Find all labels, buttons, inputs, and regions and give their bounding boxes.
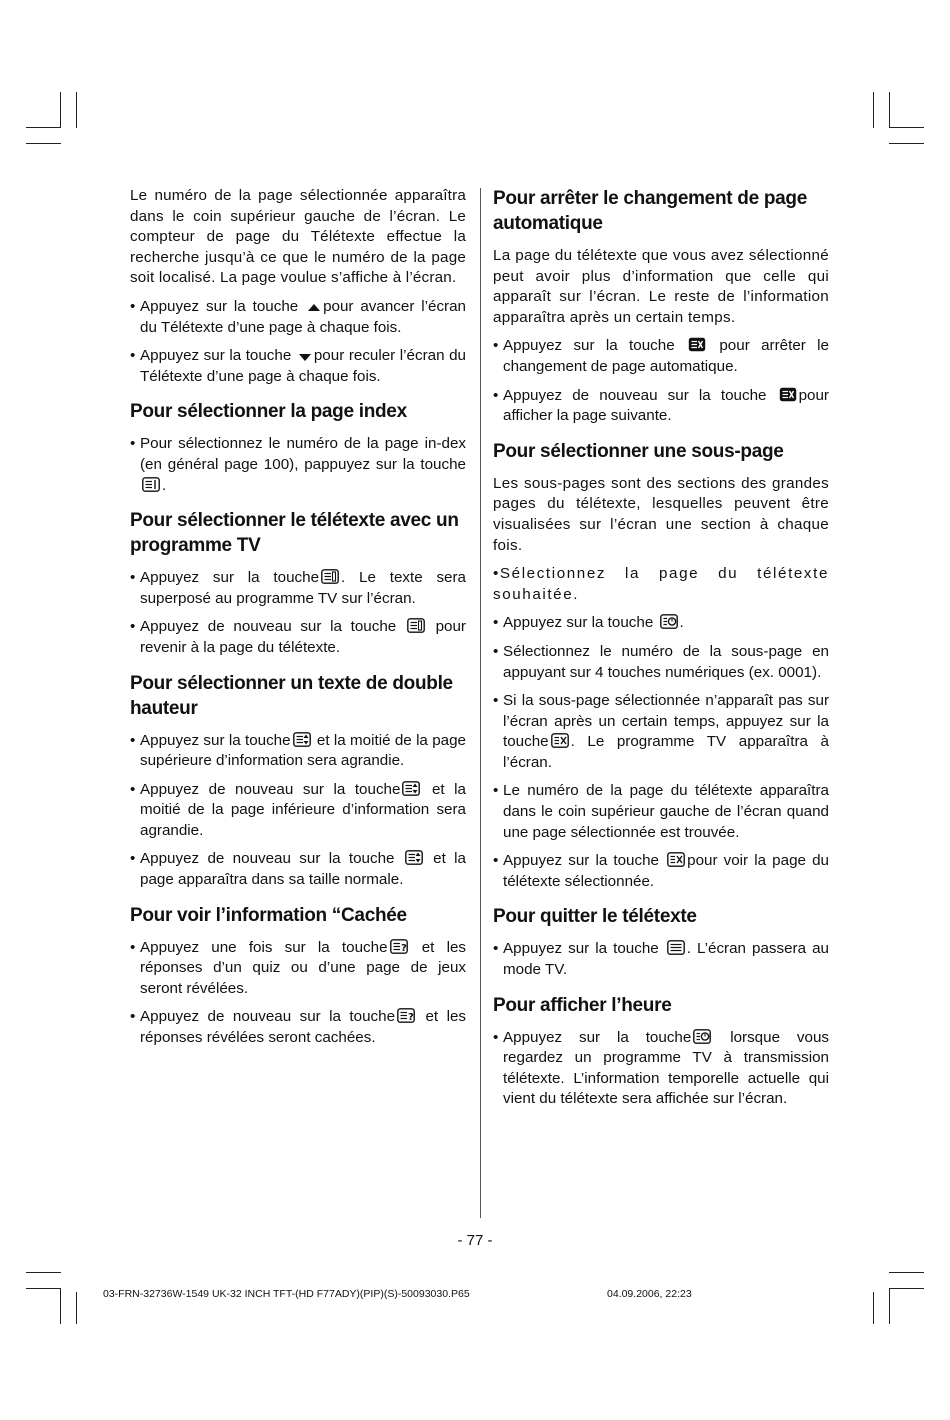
bullet: • (130, 1008, 136, 1026)
item-text: . (679, 614, 684, 632)
list-item (493, 386, 829, 427)
intro-list (130, 297, 466, 387)
arrow-down-icon (298, 352, 312, 362)
crop-mark (873, 1292, 874, 1324)
item-text: pour avancer l’écran du Télétexte d’une page à chaque fois. (140, 297, 466, 336)
crop-mark (889, 127, 924, 128)
bullet: • (130, 347, 136, 365)
item-text: Si la sous-page sélectionnée n’apparaît pas sur l’écran après un certain temps, appuyez sur la touche (503, 692, 829, 751)
bullet: • (493, 337, 499, 355)
list-item (493, 1028, 829, 1110)
bullet: • (130, 850, 136, 868)
item-text: Appuyez sur la touche (503, 940, 665, 958)
crop-mark (873, 92, 874, 128)
section-heading: Pour sélectionner la page index (130, 401, 407, 423)
crop-mark (889, 92, 890, 128)
list-item (130, 938, 466, 1000)
item-text: Appuyez sur la touche (140, 297, 306, 315)
list-item (130, 849, 466, 890)
item-text: Appuyez sur la touche (503, 852, 666, 870)
item-text: Appuyez sur la touche (140, 569, 320, 587)
list-item (130, 617, 466, 658)
bullet: • (130, 938, 136, 956)
item-text: Appuyez de nouveau sur la touche (140, 618, 405, 636)
item-text: . Le programme TV apparaîtra à l’écran. (503, 733, 829, 771)
svg-text:?: ? (400, 942, 407, 954)
reveal-key-icon (397, 1008, 415, 1023)
section-list (493, 336, 829, 426)
section-paragraph: La page du télétexte que vous avez sélectionné peut avoir plus d’information que celle qui apparaît sur l’écran. Le reste de l’information apparaîtra après un certain temps. (493, 247, 829, 326)
section-list (130, 731, 466, 891)
reveal-key-icon (390, 939, 408, 954)
subpage-key-icon (693, 1029, 711, 1044)
item-text: pour reculer l’écran du Télétexte d’une page à chaque fois. (140, 347, 466, 385)
list-item (130, 1007, 466, 1048)
bullet: • (493, 692, 499, 710)
section-heading: Pour sélectionner une sous-page (493, 440, 784, 462)
item-text: Le numéro de la page du télétexte apparaîtra dans le coin supérieur gauche de l’écran quand une page sélectionnée est trouvée. (503, 782, 829, 841)
bullet: • (493, 940, 499, 958)
list-item (130, 346, 466, 387)
item-text: lorsque vous regardez un programme TV à transmission télétexte. L’information temporelle actuelle qui vient du télétexte sera affichée sur l’écran. (503, 1028, 829, 1108)
hold-key-icon (688, 337, 706, 352)
crop-mark (26, 143, 61, 144)
item-text: et la page apparaîtra dans sa taille normale. (140, 850, 466, 889)
hold-key-icon (779, 387, 797, 402)
section-paragraph: •Sélectionnez la page du télétexte souhaitée. (493, 565, 829, 603)
section-list (493, 939, 829, 980)
bullet: • (493, 782, 499, 800)
bullet: • (493, 386, 499, 404)
bullet: • (130, 435, 136, 453)
list-item (493, 851, 829, 892)
section-heading: Pour sélectionner le télétexte avec un programme TV (130, 510, 459, 557)
column-divider (480, 188, 481, 1218)
left-sections (130, 399, 466, 1048)
item-text: Appuyez sur la touche (503, 337, 687, 355)
bullet: • (493, 614, 499, 632)
item-text: pour afficher la page suivante. (503, 386, 829, 425)
list-item (130, 434, 466, 496)
section-list (130, 434, 466, 496)
right-column (493, 186, 829, 1118)
item-text: . (162, 476, 167, 494)
item-text: pour voir la page du télétexte sélectionnée. (503, 852, 829, 890)
item-text: pour revenir à la page du télétexte. (140, 618, 466, 656)
section-heading: Pour quitter le télétexte (493, 906, 697, 928)
bullet: • (130, 780, 136, 798)
section-list (130, 938, 466, 1049)
crop-mark (26, 1272, 61, 1273)
index-key-icon (142, 477, 160, 492)
mix-key-icon (407, 618, 425, 633)
subpage-key-icon (660, 614, 678, 629)
section-list (493, 613, 829, 892)
list-item (493, 336, 829, 377)
cancel-key-icon (551, 733, 569, 748)
crop-mark (26, 1288, 61, 1289)
page-number: - 77 - (457, 1232, 493, 1249)
mix-key-icon (321, 569, 339, 584)
bullet: • (130, 569, 136, 587)
bullet: • (493, 852, 499, 870)
cancel-key-icon (667, 852, 685, 867)
list-item (130, 731, 466, 772)
list-item (493, 939, 829, 980)
bullet: • (130, 731, 136, 749)
section-heading: Pour arrêter le changement de page automatique (493, 188, 807, 234)
file-name: 03-FRN-32736W-1549 UK-32 INCH TFT-(HD F77ADY)(PIP)(S)-50093030.P65 (103, 1288, 470, 1300)
bullet: • (130, 297, 136, 315)
item-text: Appuyez sur la touche (503, 614, 658, 632)
item-text: Appuyez sur la touche (503, 1028, 692, 1046)
item-text: pour arrêter le changement de page automatique. (503, 337, 829, 375)
right-sections (493, 186, 829, 1110)
crop-mark (76, 92, 77, 128)
crop-mark (889, 1272, 924, 1273)
left-column (130, 186, 466, 1057)
bullet: • (130, 618, 136, 636)
list-item (130, 568, 466, 609)
item-text: Appuyez sur la touche (140, 731, 291, 749)
section-heading: Pour voir l’information “Cachée (130, 904, 407, 926)
size-key-icon (402, 781, 420, 796)
item-text: . L’écran passera au mode TV. (503, 940, 829, 979)
list-item (130, 780, 466, 842)
item-text: Pour sélectionnez le numéro de la page in-dex (en général page 100), pappuyez sur la touche (140, 435, 466, 473)
item-text: Appuyez une fois sur la touche (140, 938, 388, 956)
print-date: 04.09.2006, 22:23 (607, 1288, 692, 1300)
crop-mark (889, 143, 924, 144)
item-text: Appuyez de nouveau sur la touche (140, 1008, 396, 1026)
section-paragraph: Les sous-pages sont des sections des grandes pages du télétexte, lesquelles peuvent être visualisées sur l’écran une section à chaque fois. (493, 474, 829, 554)
svg-text:?: ? (408, 1012, 414, 1024)
item-text: Appuyez de nouveau sur la touche (503, 386, 777, 404)
section-heading: Pour afficher l’heure (493, 994, 672, 1016)
item-text: Appuyez de nouveau sur la touche (140, 850, 403, 868)
section-heading: Pour sélectionner un texte de double hauteur (130, 672, 453, 719)
crop-mark (60, 1288, 61, 1324)
list-item (493, 642, 829, 683)
item-text: et la moitié de la page inférieure d’information sera agrandie. (140, 780, 466, 839)
section-list (130, 568, 466, 658)
list-item (493, 781, 829, 843)
item-text: et les réponses révélées seront cachées. (140, 1008, 466, 1047)
item-text: . Le texte sera superposé au programme TV sur l’écran. (140, 569, 466, 607)
item-text: et la moitié de la page supérieure d’information sera agrandie. (140, 731, 466, 770)
text-key-icon (667, 940, 685, 955)
list-item (130, 297, 466, 338)
item-text: Appuyez de nouveau sur la touche (140, 780, 401, 798)
size-key-icon (293, 732, 311, 747)
crop-mark (76, 1292, 77, 1324)
intro-paragraph: Le numéro de la page sélectionnée apparaîtra dans le coin supérieur gauche de l’écran. Le compteur de page du Télétexte effectue la recherche jusqu’à ce que le numéro de la page soit localisé. La page voulue s’affiche à l’écran. (130, 187, 466, 287)
size-key-icon (405, 850, 423, 865)
crop-mark (889, 1288, 924, 1289)
arrow-up-icon (307, 303, 321, 313)
crop-mark (60, 92, 61, 128)
item-text: Appuyez sur la touche (140, 347, 296, 365)
section-list (493, 1028, 829, 1110)
bullet: • (493, 1028, 499, 1046)
crop-mark (26, 127, 61, 128)
item-text: Sélectionnez le numéro de la sous-page en appuyant sur 4 touches numériques (ex. 0001). (503, 642, 829, 681)
bullet: • (493, 642, 499, 660)
item-text: et les réponses d’un quiz ou d’une page de jeux seront révélées. (140, 938, 466, 997)
crop-mark (889, 1288, 890, 1324)
list-item (493, 613, 829, 634)
list-item (493, 691, 829, 773)
